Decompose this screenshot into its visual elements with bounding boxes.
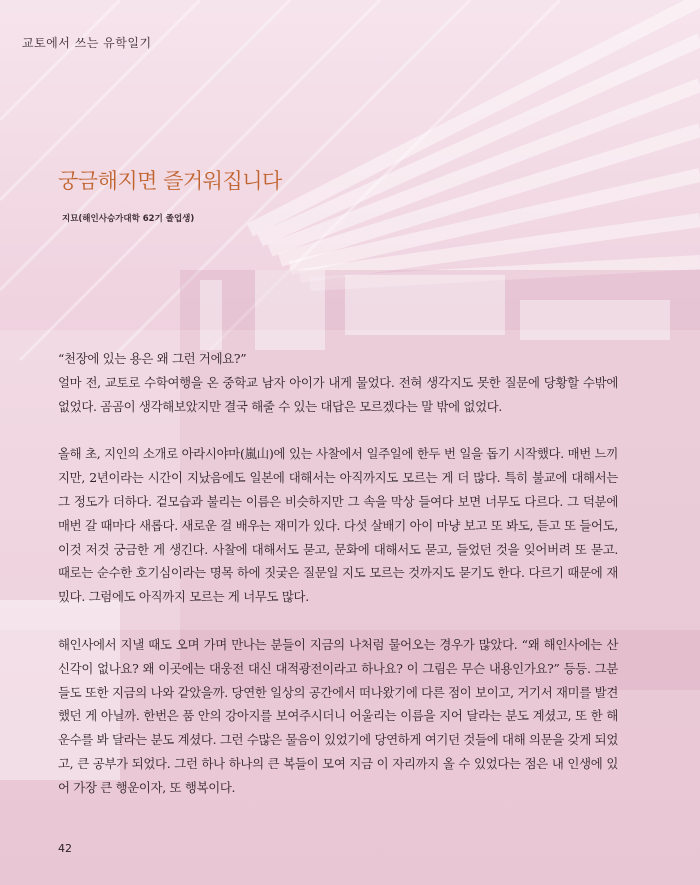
page-number: 42 — [58, 842, 72, 855]
running-header: 교토에서 쓰는 유학일기 — [22, 36, 152, 50]
article-body — [58, 347, 618, 800]
paragraph: 해인사에서 지낼 때도 오며 가며 만나는 분들이 지금의 나처럼 물어오는 경우가 많았다. “왜 해인사에는 산신각이 없나요? 왜 이곳에는 대웅전 대신 대적광전이라고 하나요? 이 그림은 무슨 내용인가요?” 등등. 그분들도 또한 지금의 나와 같았을까. 당연한 일상의 공간에서 떠나왔기에 다른 점이 보이고, 거기서 재미를 발견했던 게 아닐까. 한번은 품 안의 강아지를 보여주시더니 어울리는 이름을 지어 달라는 분도 계셨고, 또 한 해 운수를 봐 달라는 분도 계셨다. 그런 수많은 물음이 있었기에 당연하게 여기던 것들에 대해 의문을 갖게 되었고, 큰 공부가 되었다. 그런 하나 하나의 큰 복들이 모여 지금 이 자리까지 올 수 있었다는 점은 내 인생에 있어 가장 큰 행운이자, 또 행복이다. — [58, 636, 618, 795]
article-title: 궁금해지면 즐거워집니다 — [58, 169, 282, 193]
article-byline: 지묘(해인사승가대학 62기 졸업생) — [62, 214, 195, 224]
paragraph: “천장에 있는 용은 왜 그런 거에요?” — [58, 351, 247, 366]
paragraph: 올해 초, 지인의 소개로 아라시야마(嵐山)에 있는 사찰에서 일주일에 한두 번 일을 돕기 시작했다. 매번 느끼지만, 2년이라는 시간이 지났음에도 일본에 대해서는 아직까지도 모르는 게 더 많다. 특히 불교에 대해서는 그 정도가 더하다. 겉모습과 불리는 이름은 비슷하지만 그 속을 막상 들여다 보면 너무도 다르다. 그 덕분에 매번 갈 때마다 새롭다. 새로운 걸 배우는 재미가 있다. 다섯 살배기 아이 마냥 보고 또 봐도, 듣고 또 들어도, 이것 저것 궁금한 게 생긴다. 사찰에 대해서도 묻고, 문화에 대해서도 묻고, 들었던 것을 잊어버려 또 묻고. 때로는 순수한 호기심이라는 명목 하에 짓궂은 질문일 지도 모르는 것까지도 묻기도 한다. 다르기 때문에 재밌다. 그럼에도 아직까지 모르는 게 너무도 많다. — [58, 446, 618, 605]
paragraph: 얼마 전, 교토로 수학여행을 온 중학교 남자 아이가 내게 물었다. 전혀 생각지도 못한 질문에 당황할 수밖에 없었다. 곰곰이 생각해보았지만 결국 해줄 수 있는 대답은 모르겠다는 말 밖에 없었다. — [58, 374, 618, 414]
